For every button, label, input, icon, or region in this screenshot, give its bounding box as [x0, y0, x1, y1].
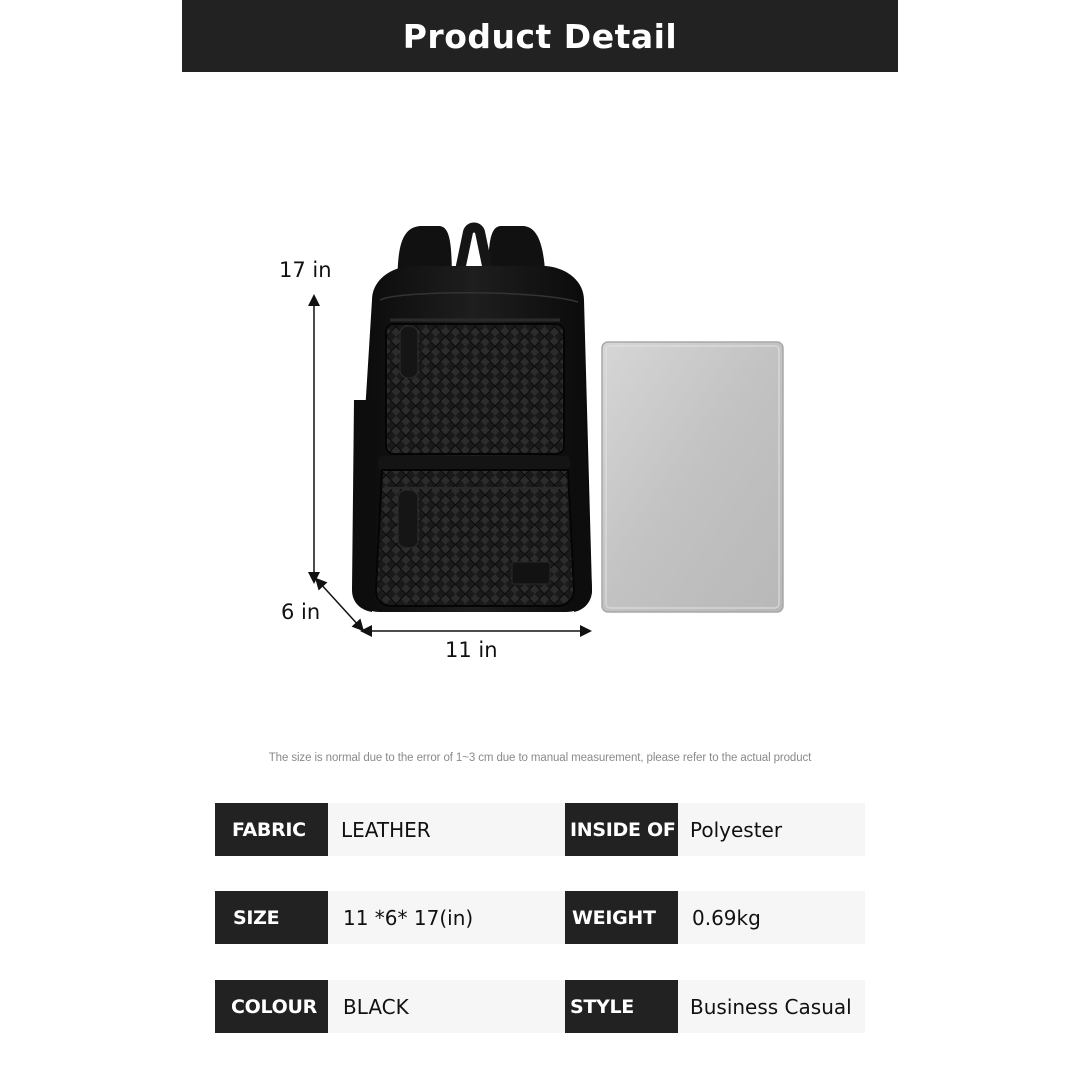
spec-row-colour: [215, 980, 865, 1033]
backpack-image: [352, 226, 592, 612]
spec-value: 0.69kg: [678, 891, 865, 944]
spec-label: COLOUR: [215, 980, 328, 1033]
spec-value: Business Casual: [678, 980, 865, 1033]
spec-label: INSIDE OF: [565, 803, 678, 856]
spec-value: 11 *6* 17(in): [328, 891, 565, 944]
measurement-note: The size is normal due to the error of 1~3 cm due to manual measurement, please refer to the actual product: [268, 752, 812, 764]
laptop-image: [602, 342, 783, 612]
page-title: Product Detail: [402, 16, 678, 56]
depth-label: 6 in: [281, 600, 321, 624]
spec-row-size: [215, 891, 865, 944]
spec-value: BLACK: [328, 980, 565, 1033]
spec-value: Polyester: [678, 803, 865, 856]
spec-label: WEIGHT: [565, 891, 678, 944]
spec-value: LEATHER: [328, 803, 565, 856]
width-label: 11 in: [445, 638, 498, 662]
spec-label: FABRIC: [215, 803, 328, 856]
height-label: 17 in: [279, 258, 332, 282]
spec-label: SIZE: [215, 891, 328, 944]
spec-row-fabric: [215, 803, 865, 856]
spec-label: STYLE: [565, 980, 678, 1033]
